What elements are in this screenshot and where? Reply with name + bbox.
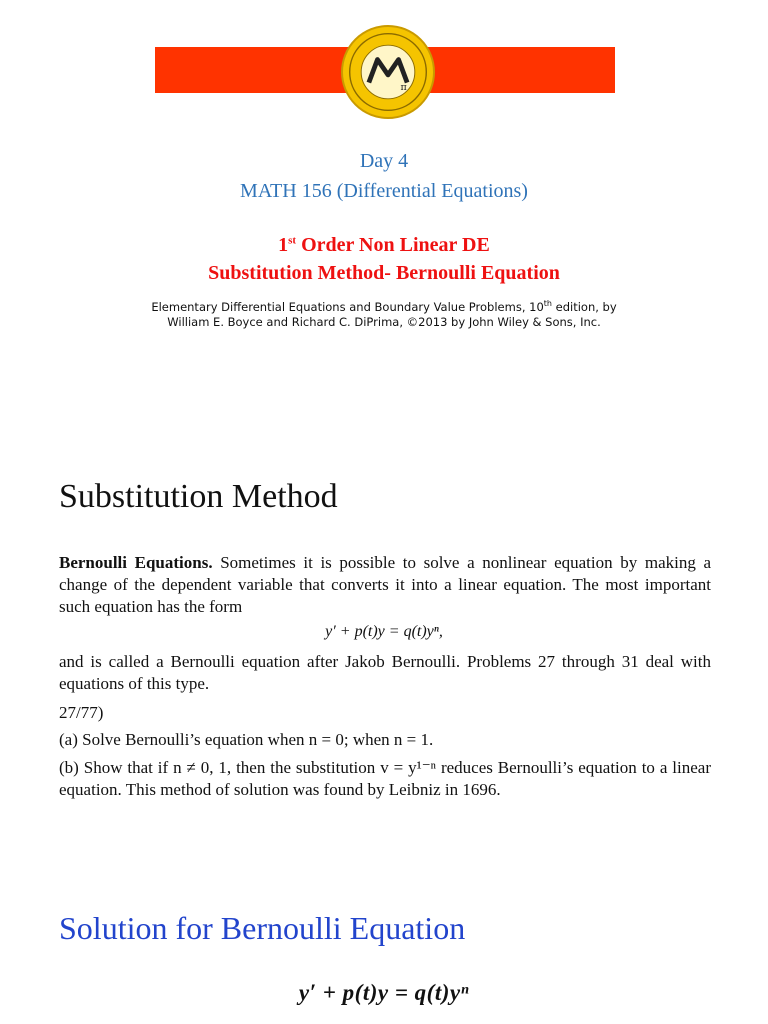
- section-heading-substitution: Substitution Method: [59, 478, 338, 515]
- section-heading-solution: Solution for Bernoulli Equation: [59, 910, 466, 946]
- day-label: Day 4: [359, 150, 409, 172]
- problem-number: 27/77): [59, 703, 104, 722]
- logo-seal-icon: [343, 27, 433, 117]
- svg-text:π: π: [400, 82, 407, 94]
- problem-part-a: (a) Solve Bernoulli’s equation when n = 0; when n = 1.: [59, 730, 434, 749]
- reference-line-1: Elementary Differential Equations and Boundary Value Problems, 10th edition, by: [151, 299, 617, 314]
- bernoulli-intro: Bernoulli Equations. Sometimes it is possible to solve a nonlinear equation by making a change of the dependent variable that converts it into a linear equation. The most important such equation has the form: [59, 553, 711, 616]
- solution-equation: y′ + p(t)y = q(t)yⁿ: [298, 980, 470, 1005]
- department-logo: [341, 25, 435, 119]
- bernoulli-equation: y′ + p(t)y = q(t)yⁿ,: [325, 623, 443, 640]
- topic-line-2: Substitution Method- Bernoulli Equation: [208, 262, 560, 284]
- bernoulli-description: and is called a Bernoulli equation after Jakob Bernoulli. Problems 27 through 31 deal with equations of this type.: [59, 652, 711, 693]
- course-title: MATH 156 (Differential Equations): [240, 180, 528, 202]
- reference-line-2: William E. Boyce and Richard C. DiPrima, ©2013 by John Wiley & Sons, Inc.: [167, 315, 601, 329]
- problem-part-b: (b) Show that if n ≠ 0, 1, then the substitution v = y¹⁻ⁿ reduces Bernoulli’s equation to a linear equation. This method of solution was found by Leibniz in 1696.: [59, 758, 711, 799]
- topic-line-1: 1st Order Non Linear DE: [278, 234, 490, 256]
